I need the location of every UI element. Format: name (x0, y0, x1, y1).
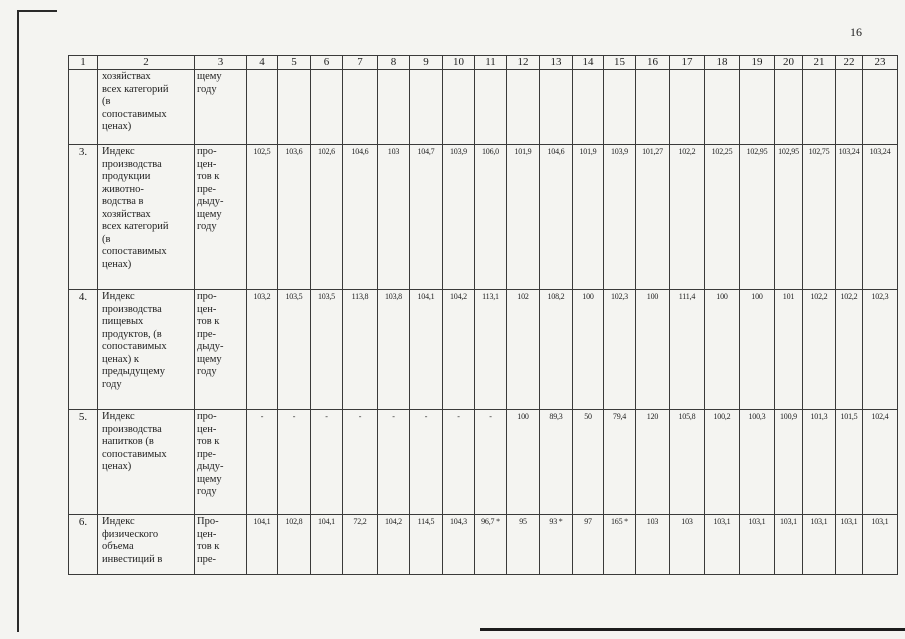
row-number: 6. (69, 515, 98, 575)
value-cell (378, 70, 410, 145)
column-number-header: 16 (636, 56, 670, 70)
indicator-name-cell (98, 70, 195, 145)
value-cell: 108,2 (540, 290, 573, 410)
unit-label: щему году (197, 71, 222, 95)
value-cell: 103,5 (278, 290, 311, 410)
value-cell: 111,4 (670, 290, 705, 410)
column-number-header: 23 (863, 56, 898, 70)
unit-label: про- цен- тов к пре- дыду- щему году (197, 411, 224, 497)
value-cell: 89,3 (540, 410, 573, 515)
column-number-header: 18 (705, 56, 740, 70)
indicator-name-cell (98, 290, 195, 410)
value-cell: 104,7 (410, 145, 443, 290)
value-cell (670, 70, 705, 145)
column-number-header: 13 (540, 56, 573, 70)
value-cell: - (443, 410, 475, 515)
unit-cell (195, 70, 247, 145)
column-number-header: 4 (247, 56, 278, 70)
table-row (69, 70, 898, 145)
value-cell (475, 70, 507, 145)
value-cell (540, 70, 573, 145)
value-cell: 101,9 (573, 145, 604, 290)
value-cell: 93 * (540, 515, 573, 575)
value-cell: 103,1 (705, 515, 740, 575)
value-cell: - (311, 410, 343, 515)
value-cell: - (343, 410, 378, 515)
value-cell (410, 70, 443, 145)
value-cell: 120 (636, 410, 670, 515)
row-number: 3. (69, 145, 98, 290)
column-number-header: 17 (670, 56, 705, 70)
column-number-header: 5 (278, 56, 311, 70)
column-number-header: 21 (803, 56, 836, 70)
value-cell: 103,9 (443, 145, 475, 290)
value-cell: 103,1 (863, 515, 898, 575)
unit-cell (195, 145, 247, 290)
value-cell: 104,2 (443, 290, 475, 410)
value-cell: - (378, 410, 410, 515)
row-number: 4. (69, 290, 98, 410)
value-cell: 104,1 (311, 515, 343, 575)
value-cell: 100,2 (705, 410, 740, 515)
value-cell: 102,2 (803, 290, 836, 410)
table-row (69, 145, 898, 290)
value-cell: - (278, 410, 311, 515)
value-cell: 103 (670, 515, 705, 575)
value-cell (863, 70, 898, 145)
value-cell: 101,27 (636, 145, 670, 290)
value-cell: 101,3 (803, 410, 836, 515)
page-number: 16 (850, 25, 862, 39)
value-cell (311, 70, 343, 145)
value-cell: 106,0 (475, 145, 507, 290)
value-cell: 96,7 * (475, 515, 507, 575)
value-cell: 103 (636, 515, 670, 575)
value-cell: 102 (507, 290, 540, 410)
value-cell: - (475, 410, 507, 515)
value-cell: 105,8 (670, 410, 705, 515)
value-cell: 72,2 (343, 515, 378, 575)
unit-label: про- цен- тов к пре- дыду- щему году (197, 146, 224, 232)
column-number-header: 22 (836, 56, 863, 70)
value-cell (343, 70, 378, 145)
column-number-header: 2 (98, 56, 195, 70)
value-cell: 103,8 (378, 290, 410, 410)
value-cell: 102,4 (863, 410, 898, 515)
value-cell: 101,5 (836, 410, 863, 515)
value-cell: 103,6 (278, 145, 311, 290)
value-cell: 104,6 (540, 145, 573, 290)
value-cell (278, 70, 311, 145)
unit-cell (195, 290, 247, 410)
indicator-name: Индекс производства продукции животно- водства в хозяйствах всех категорий (в сопоставимых ценах) (102, 146, 169, 270)
value-cell: 103,2 (247, 290, 278, 410)
statistics-table-wrapper (68, 55, 898, 575)
table-header-row (69, 56, 898, 70)
value-cell: 102,2 (670, 145, 705, 290)
column-number-header: 6 (311, 56, 343, 70)
column-number-header: 12 (507, 56, 540, 70)
value-cell: 100,9 (775, 410, 803, 515)
indicator-name: Индекс физического объема инвестиций в (102, 516, 163, 565)
value-cell: 104,6 (343, 145, 378, 290)
value-cell (705, 70, 740, 145)
indicator-name-cell (98, 410, 195, 515)
value-cell: 100 (740, 290, 775, 410)
value-cell: 101 (775, 290, 803, 410)
column-number-header: 15 (604, 56, 636, 70)
unit-cell (195, 515, 247, 575)
value-cell (443, 70, 475, 145)
value-cell: 113,1 (475, 290, 507, 410)
value-cell: 104,1 (247, 515, 278, 575)
value-cell (740, 70, 775, 145)
indicator-name-cell (98, 515, 195, 575)
row-number (69, 70, 98, 145)
value-cell: 113,8 (343, 290, 378, 410)
value-cell (507, 70, 540, 145)
value-cell (247, 70, 278, 145)
value-cell: 103,24 (836, 145, 863, 290)
column-number-header: 3 (195, 56, 247, 70)
column-number-header: 1 (69, 56, 98, 70)
value-cell: 104,2 (378, 515, 410, 575)
value-cell: 103,5 (311, 290, 343, 410)
value-cell: 102,75 (803, 145, 836, 290)
table-row (69, 515, 898, 575)
value-cell (604, 70, 636, 145)
value-cell: 103,1 (803, 515, 836, 575)
value-cell: 103,1 (740, 515, 775, 575)
statistics-table (68, 55, 898, 575)
column-number-header: 11 (475, 56, 507, 70)
value-cell (636, 70, 670, 145)
column-number-header: 14 (573, 56, 604, 70)
page-top-border (17, 10, 57, 12)
page-left-border (17, 10, 19, 632)
column-number-header: 20 (775, 56, 803, 70)
indicator-name: хозяйствах всех категорий (в сопоставимых ценах) (102, 71, 169, 132)
value-cell: - (247, 410, 278, 515)
value-cell: 102,8 (278, 515, 311, 575)
value-cell (573, 70, 604, 145)
indicator-name: Индекс производства напитков (в сопоставимых ценах) (102, 411, 167, 472)
value-cell: 103,1 (836, 515, 863, 575)
value-cell: 102,3 (604, 290, 636, 410)
value-cell: 103,1 (775, 515, 803, 575)
page-bottom-border (480, 628, 905, 631)
value-cell: 102,95 (775, 145, 803, 290)
value-cell: 102,95 (740, 145, 775, 290)
value-cell: 100 (573, 290, 604, 410)
value-cell (836, 70, 863, 145)
value-cell: - (410, 410, 443, 515)
value-cell: 97 (573, 515, 604, 575)
value-cell: 79,4 (604, 410, 636, 515)
row-number: 5. (69, 410, 98, 515)
value-cell: 102,5 (247, 145, 278, 290)
value-cell: 100 (636, 290, 670, 410)
column-number-header: 19 (740, 56, 775, 70)
table-row (69, 410, 898, 515)
value-cell: 100 (705, 290, 740, 410)
value-cell (775, 70, 803, 145)
value-cell (803, 70, 836, 145)
value-cell: 100,3 (740, 410, 775, 515)
column-number-header: 8 (378, 56, 410, 70)
value-cell: 103,9 (604, 145, 636, 290)
column-number-header: 10 (443, 56, 475, 70)
unit-label: Про- цен- тов к пре- (197, 516, 220, 565)
indicator-name-cell (98, 145, 195, 290)
unit-cell (195, 410, 247, 515)
column-number-header: 7 (343, 56, 378, 70)
value-cell: 102,3 (863, 290, 898, 410)
value-cell: 103,24 (863, 145, 898, 290)
value-cell: 102,2 (836, 290, 863, 410)
value-cell: 102,6 (311, 145, 343, 290)
value-cell: 100 (507, 410, 540, 515)
value-cell: 50 (573, 410, 604, 515)
value-cell: 104,1 (410, 290, 443, 410)
column-number-header: 9 (410, 56, 443, 70)
value-cell: 102,25 (705, 145, 740, 290)
unit-label: про- цен- тов к пре- дыду- щему году (197, 291, 224, 377)
value-cell: 95 (507, 515, 540, 575)
value-cell: 114,5 (410, 515, 443, 575)
value-cell: 103 (378, 145, 410, 290)
indicator-name: Индекс производства пищевых продуктов, (в сопоставимых ценах) к предыдущему году (102, 291, 167, 390)
table-row (69, 290, 898, 410)
value-cell: 101,9 (507, 145, 540, 290)
value-cell: 104,3 (443, 515, 475, 575)
value-cell: 165 * (604, 515, 636, 575)
